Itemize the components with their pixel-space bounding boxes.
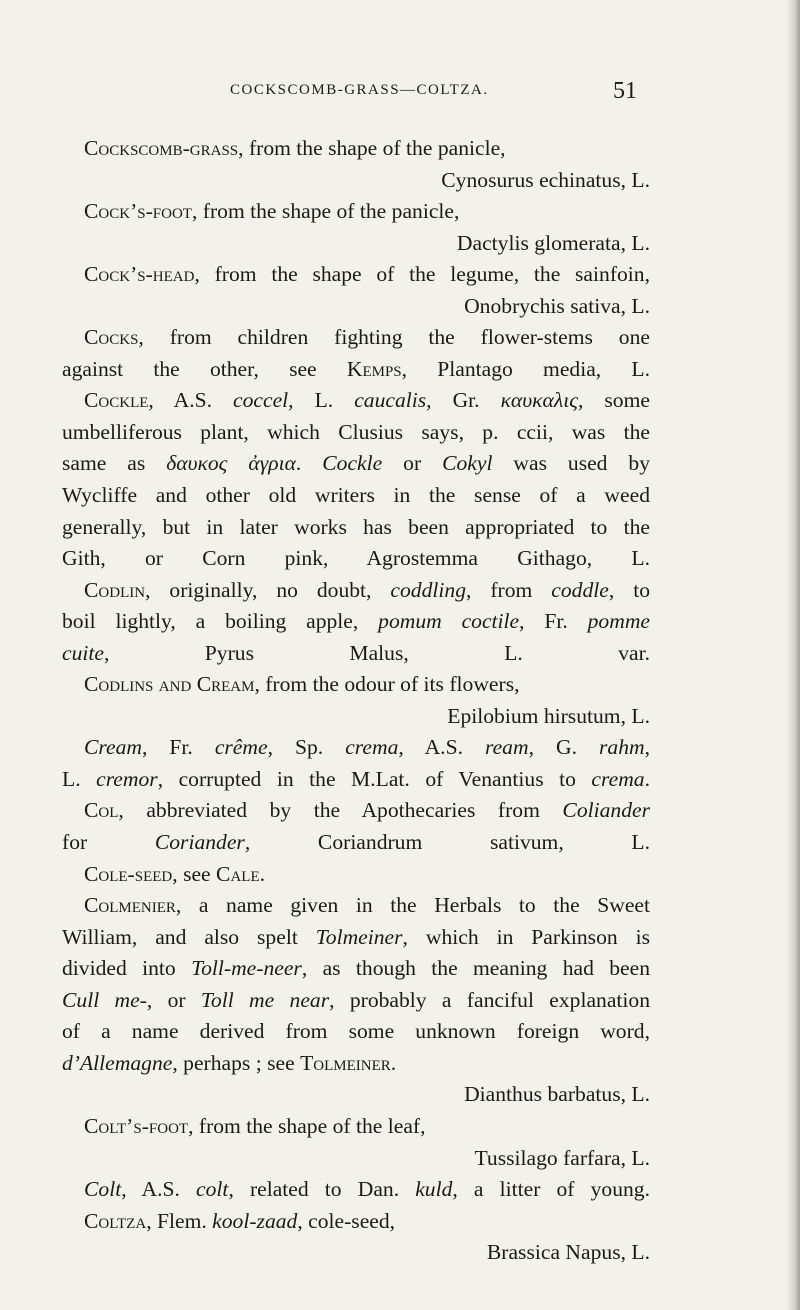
italic-term: coddling	[390, 577, 466, 602]
text-run: , Pyrus Malus, L. var.	[103, 640, 650, 665]
italic-term: crema	[345, 735, 399, 760]
text-run: Tussilago farfara, L.	[474, 1145, 650, 1170]
text-line	[62, 228, 650, 260]
italic-term: Coliander	[562, 798, 650, 823]
text-run: Dactylis glomerata, L.	[456, 230, 650, 255]
text-run: , from children fighting the flower-stems one	[138, 325, 650, 350]
entry-headword: Codlins and Cream	[84, 672, 255, 697]
text-run: generally, but in later works has been appropriated to the	[62, 514, 650, 539]
italic-term: Cokyl	[442, 451, 493, 476]
page-body-text	[62, 133, 650, 1269]
text-run: , probably a fanciful explanation	[329, 987, 650, 1012]
text-run: , originally, no doubt,	[145, 577, 391, 602]
text-line	[62, 1048, 650, 1080]
text-run: was used by	[492, 451, 651, 476]
text-line	[62, 385, 650, 417]
text-run: , corrupted in the M.Lat. of Venantius to	[157, 766, 592, 791]
text-line	[62, 1143, 650, 1175]
italic-term: kool-zaad	[212, 1208, 298, 1233]
text-line	[62, 795, 650, 827]
text-run: , from the odour of its flowers,	[254, 672, 520, 697]
entry-headword: Cockscomb-grass	[84, 136, 239, 160]
text-run: same as	[62, 451, 167, 476]
text-run: umbelliferous plant, which Clusius says, p. ccii, was the	[62, 419, 650, 444]
text-line	[62, 1206, 650, 1238]
text-line	[62, 480, 650, 512]
text-run: , a litter of young.	[452, 1177, 650, 1202]
text-run: , or	[146, 987, 201, 1012]
italic-term: cremor	[96, 766, 158, 791]
italic-term: d’Allemagne	[62, 1050, 173, 1075]
text-run: , from the shape of the panicle,	[238, 136, 506, 160]
text-run: , Plantago media, L.	[401, 356, 650, 381]
text-line	[62, 354, 650, 386]
italic-term: coddle	[551, 577, 609, 602]
text-line	[62, 1016, 650, 1048]
italic-term: Coriander	[154, 830, 245, 855]
text-line	[62, 890, 650, 922]
page-edge-shadow	[786, 0, 800, 1310]
text-line	[62, 764, 650, 796]
text-line	[62, 827, 650, 859]
italic-term: crême	[214, 735, 268, 760]
text-line	[62, 448, 650, 480]
text-line	[62, 1079, 650, 1111]
text-run: , as though the meaning had been	[301, 956, 650, 981]
italic-term: coccel	[233, 388, 289, 413]
text-run: or	[382, 451, 443, 476]
text-line	[62, 638, 650, 670]
italic-term: Toll me near	[200, 987, 330, 1012]
text-run: Wycliffe and other old writers in the sense of a weed	[62, 483, 650, 508]
italic-term: Cream	[84, 735, 142, 760]
text-run: , see	[172, 861, 217, 886]
entry-headword: Cale	[216, 861, 260, 886]
entry-headword: Cock’s-foot	[84, 199, 192, 224]
text-run: Gith, or Corn pink, Agrostemma Githago, L.	[62, 546, 650, 571]
text-line	[62, 512, 650, 544]
text-run: Epilobium hirsutum, L.	[447, 703, 650, 728]
text-run: , Sp.	[267, 735, 346, 760]
text-run: Dianthus barbatus, L.	[464, 1082, 650, 1107]
text-line	[62, 575, 650, 607]
italic-term: ream	[485, 735, 529, 760]
text-run: divided into	[62, 956, 192, 981]
text-line	[62, 985, 650, 1017]
text-line	[62, 417, 650, 449]
text-run: , G.	[528, 735, 599, 760]
text-run: , from the shape of the panicle,	[191, 199, 460, 224]
text-run: L.	[62, 766, 97, 791]
text-run: , A.S.	[398, 735, 485, 760]
text-run: Brassica Napus, L.	[486, 1240, 650, 1265]
italic-term: δαυκος ἀγρια	[166, 451, 296, 476]
italic-term: Tolmeiner	[315, 924, 403, 949]
text-run: , Fr.	[141, 735, 215, 760]
entry-headword: Coltza	[84, 1208, 147, 1233]
text-run: , A.S.	[121, 1177, 197, 1202]
text-line	[62, 922, 650, 954]
entry-headword: Tolmeiner	[300, 1050, 391, 1075]
text-run: .	[259, 861, 266, 886]
text-line	[62, 196, 650, 228]
entry-headword: Cock’s-head	[84, 262, 195, 287]
italic-term: pomme	[587, 609, 650, 634]
text-run: , Coriandrum sativum, L.	[244, 830, 650, 855]
text-line	[62, 291, 650, 323]
text-line	[62, 259, 650, 291]
entry-headword: Col	[84, 798, 119, 823]
italic-term: Colt	[84, 1177, 122, 1202]
text-line	[62, 606, 650, 638]
italic-term: rahm	[599, 735, 645, 760]
text-line	[62, 732, 650, 764]
text-line	[62, 165, 650, 197]
text-run: , related to Dan.	[228, 1177, 416, 1202]
italic-term: Toll-me-neer	[191, 956, 302, 981]
italic-term: pomum coctile	[378, 609, 520, 634]
text-line	[62, 1237, 650, 1269]
text-line	[62, 133, 650, 165]
italic-term: Cockle	[322, 451, 383, 476]
entry-headword: Codlin	[84, 577, 146, 602]
text-run: .	[644, 766, 650, 791]
text-run: , A.S.	[148, 388, 234, 413]
text-run: Cynosurus echinatus, L.	[441, 167, 650, 192]
text-line	[62, 701, 650, 733]
italic-term: Cull me-	[62, 987, 147, 1012]
text-line	[62, 953, 650, 985]
entry-headword: Cole-seed	[84, 861, 173, 886]
text-line	[62, 1174, 650, 1206]
text-line	[62, 669, 650, 701]
text-run: .	[295, 451, 323, 476]
text-run: , L.	[288, 388, 355, 413]
entry-headword: Colmenier	[84, 893, 176, 918]
text-run: ,	[644, 735, 650, 760]
text-line	[62, 322, 650, 354]
text-run: boil lightly, a boiling apple,	[62, 609, 379, 634]
entry-headword: Cockle	[84, 388, 149, 413]
italic-term: kuld	[415, 1177, 453, 1202]
italic-term: crema	[591, 766, 645, 791]
text-run: , which in Parkinson is	[402, 924, 650, 949]
italic-term: καυκαλις	[500, 388, 578, 413]
text-run: , from the shape of the legume, the sainfoin,	[194, 262, 650, 287]
text-run: , perhaps ; see	[172, 1050, 301, 1075]
text-run: , a name given in the Herbals to the Sweet	[175, 893, 650, 918]
text-line	[62, 859, 650, 891]
text-run: of a name derived from some unknown foreign word,	[62, 1019, 650, 1044]
italic-term: colt	[196, 1177, 229, 1202]
text-run: , cole-seed,	[297, 1208, 396, 1233]
entry-headword: Colt’s-foot	[84, 1113, 189, 1138]
text-run: , Gr.	[426, 388, 501, 413]
text-run: , from	[466, 577, 552, 602]
text-run: , from the shape of the leaf,	[188, 1113, 426, 1138]
text-run: .	[390, 1050, 397, 1075]
text-run: against the other, see	[62, 356, 347, 381]
text-run: , Flem.	[146, 1208, 213, 1233]
text-run: , Fr.	[519, 609, 588, 634]
entry-headword: Cocks	[84, 325, 139, 350]
italic-term: caucalis	[354, 388, 427, 413]
text-run: , abbreviated by the Apothecaries from	[118, 798, 563, 823]
text-run: Onobrychis sativa, L.	[464, 293, 650, 318]
page-number: 51	[613, 78, 637, 104]
text-line	[62, 543, 650, 575]
italic-term: cuite	[62, 640, 104, 665]
text-run: , some	[578, 388, 650, 413]
text-run: William, and also spelt	[62, 924, 316, 949]
running-head: COCKSCOMB-GRASS—COLTZA.	[230, 82, 489, 98]
entry-headword: Kemps	[346, 356, 402, 381]
text-run: , to	[608, 577, 651, 602]
text-line	[62, 1111, 650, 1143]
text-run: for	[62, 830, 155, 855]
